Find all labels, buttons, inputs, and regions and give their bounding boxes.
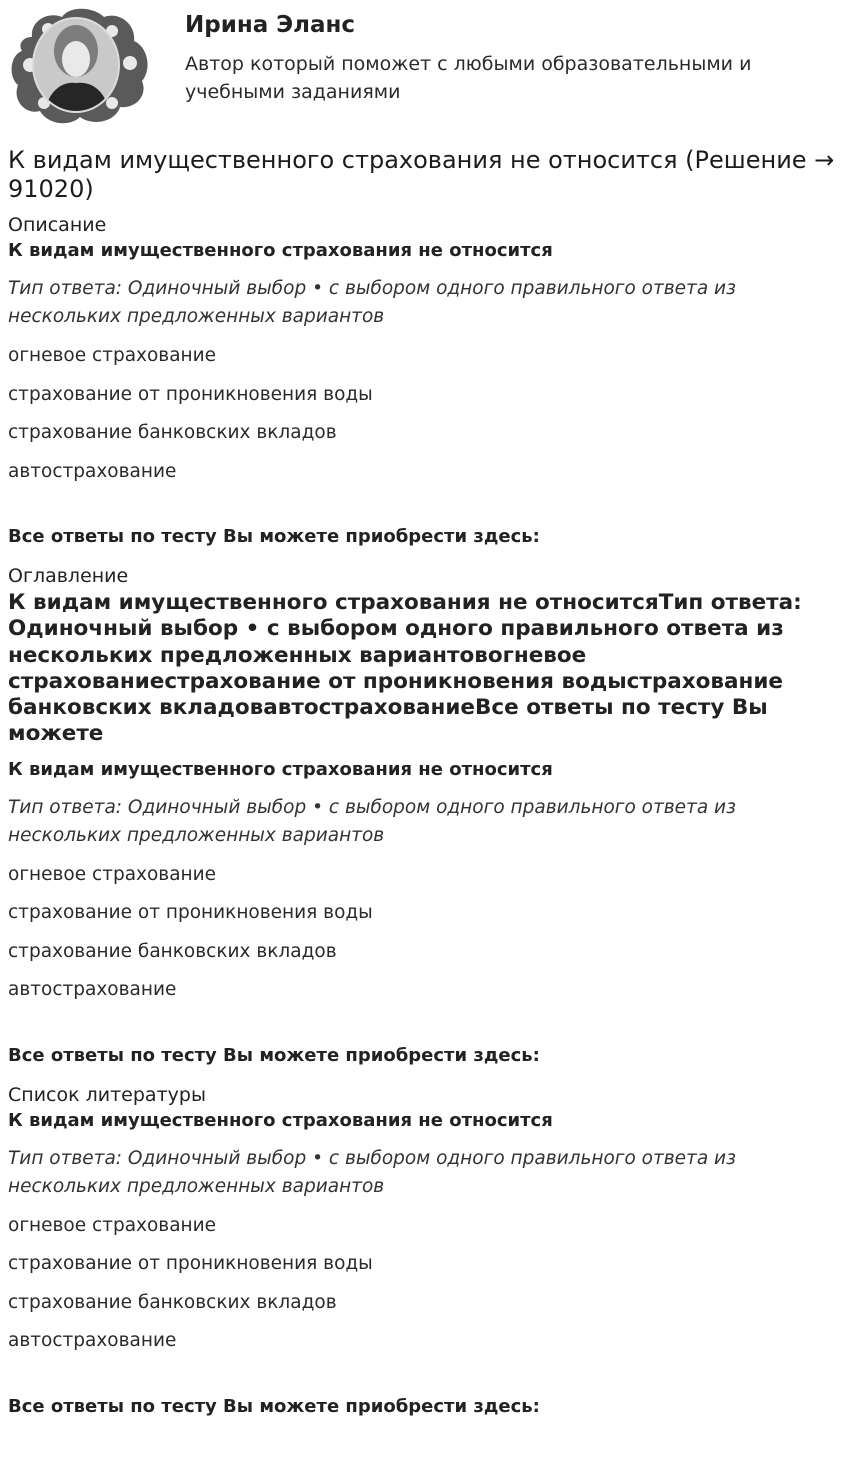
question-text: К видам имущественного страхования не относится (8, 240, 553, 261)
question-text: К видам имущественного страхования не относится (8, 758, 553, 780)
option-item: автострахование (8, 979, 177, 1001)
author-name: Ирина Эланс (185, 12, 356, 38)
literature-label: Список литературы (8, 1083, 206, 1106)
buy-answers-text: Все ответы по тесту Вы можете приобрести здесь: (8, 526, 540, 547)
toc-label: Оглавление (8, 565, 129, 587)
toc-heading: К видам имущественного страхования не относитсяТип ответа: Одиночный выбор • с выбором одного правильного ответа из нескольких предложенных вариантовогневое страхованиестрахование от проникновения водыстрахование банковских вкладовавтострахованиеВсе ответы по тесту Вы можете (8, 590, 802, 747)
option-item: автострахование (8, 1330, 177, 1352)
buy-answers-text: Все ответы по тесту Вы можете приобрести здесь: (8, 1044, 540, 1066)
option-item: страхование банковских вкладов (8, 1291, 337, 1313)
option-item: огневое страхование (8, 1214, 217, 1236)
spacer (8, 1366, 840, 1395)
option-item: страхование от проникновения воды (8, 902, 373, 924)
question-type: Тип ответа: Одиночный выбор • с выбором одного правильного ответа из нескольких предложенных вариантов (8, 796, 736, 846)
option-item: страхование от проникновения воды (8, 383, 373, 405)
option-item: огневое страхование (8, 863, 217, 885)
author-description: Автор который поможет с любыми образовательными и учебными заданиями (185, 53, 752, 103)
spacer (8, 496, 840, 525)
author-avatar[interactable] (8, 7, 150, 127)
buy-answers-text: Все ответы по тесту Вы можете приобрести здесь: (8, 1395, 540, 1417)
reel-hole (106, 97, 118, 109)
reel-hole (123, 56, 137, 70)
description-label: Описание (8, 214, 107, 236)
option-item: страхование от проникновения воды (8, 1253, 373, 1275)
question-type: Тип ответа: Одиночный выбор • с выбором одного правильного ответа из нескольких предложенных вариантов (8, 1147, 736, 1197)
question-type: Тип ответа: Одиночный выбор • с выбором одного правильного ответа из нескольких предложенных вариантов (8, 278, 736, 327)
author-header (0, 0, 847, 135)
question-text: К видам имущественного страхования не относится (8, 1109, 553, 1131)
option-item: страхование банковских вкладов (8, 422, 337, 443)
option-item: автострахование (8, 460, 177, 482)
spacer (8, 1015, 840, 1044)
page-title: К видам имущественного страхования не относится (Решение → 91020) (8, 146, 835, 203)
option-item: страхование банковских вкладов (8, 940, 337, 962)
main-content (8, 146, 840, 1433)
option-item: огневое страхование (8, 345, 217, 366)
